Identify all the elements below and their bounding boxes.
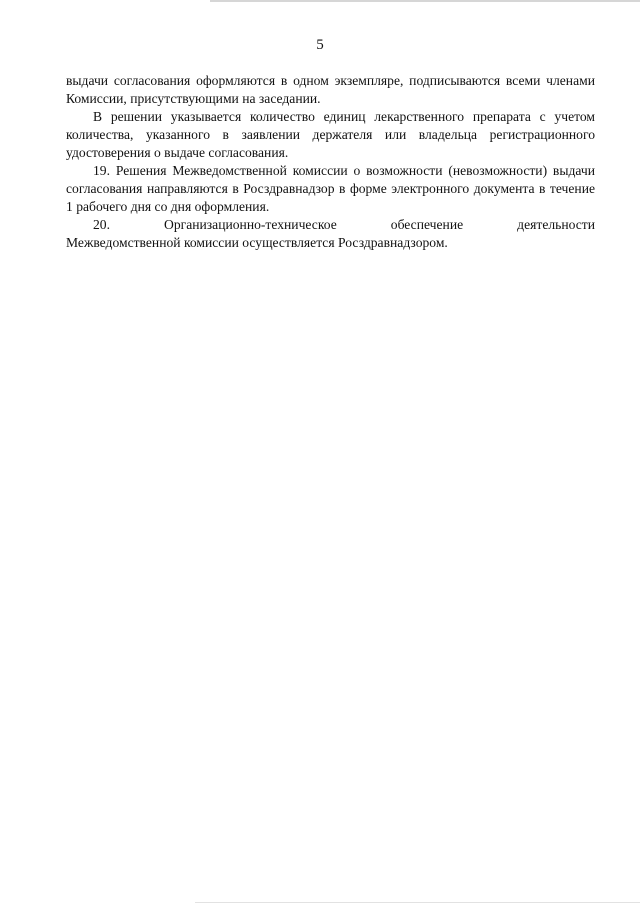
paragraph-item-20-line-1: 20. Организационно-техническое обеспечение деятельности bbox=[93, 217, 595, 232]
scan-edge-bottom bbox=[195, 902, 640, 903]
paragraph-item-20-line-2: Межведомственной комиссии осуществляется Росздравнадзором. bbox=[66, 235, 448, 250]
page-number: 5 bbox=[316, 37, 324, 53]
paragraph-item-20 bbox=[66, 216, 595, 252]
paragraph-item-19: 19. Решения Межведомственной комиссии о возможности (невозможности) выдачи согласования направляются в Росздравнадзор в форме электронного документа в течение 1 рабочего дня со дня оформления. bbox=[66, 163, 595, 214]
paragraph-continuation: выдачи согласования оформляются в одном экземпляре, подписываются всеми членами Комиссии, присутствующими на заседании. bbox=[66, 73, 595, 106]
paragraph-decision-quantity: В решении указывается количество единиц лекарственного препарата с учетом количества, указанного в заявлении держателя или владельца регистрационного удостоверения о выдаче согласования. bbox=[66, 109, 595, 160]
scan-edge-top bbox=[210, 0, 640, 2]
document-body bbox=[66, 72, 595, 252]
